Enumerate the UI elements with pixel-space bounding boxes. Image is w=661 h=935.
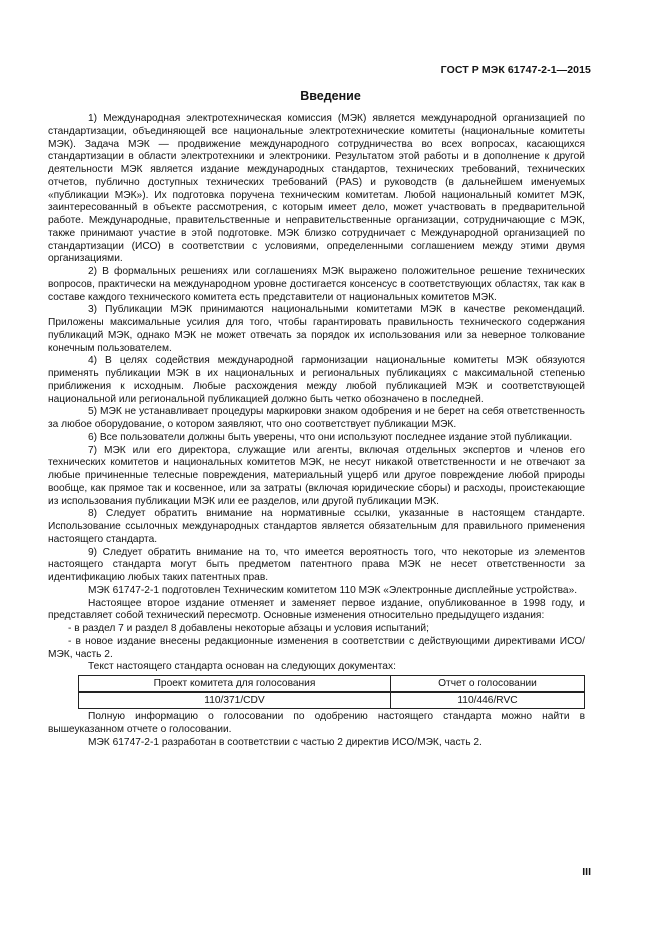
paragraph-1: 1) Международная электротехническая комиссия (МЭК) является международной организацией по стандартизации, объединяющей все национальные электротехнические комитеты (национальные комитеты МЭК). Задача МЭК — продвижение международного сотрудничества во всех вопросах, касающихся стандартизации в области электротехники и электроники. Результатом этой работы и в дополнение к другой деятельности МЭК является издание международных стандартов, технических требований, технических отчетов, публично доступных технических требований (PAS) и руководств (в дальнейшем именуемых «публикации МЭК»). Их подготовка поручена техническим комитетам. Любой национальный комитет МЭК, заинтересованный в объекте рассмотрения, с которым имеет дело, может участвовать в предварительной работе. Международные, правительственные и неправительственные организации, сотрудничающие с МЭК, также принимают участие в этой подготовке. МЭК близко сотрудничает с Международной организацией по стандартизации (ИСО) в соответствии с условиями, определенными соглашением между этими двумя организациями. [48, 113, 585, 265]
changes-list-item: - в раздел 7 и раздел 8 добавлены некоторые абзацы и условия испытаний; [68, 623, 429, 634]
paragraph-2: 2) В формальных решениях или соглашениях МЭК выражено положительное решение технических вопросов, практически на международном уровне достигается консенсус в соответствующих областях, так как в составе каждого технического комитета есть представители от национальных комитетов МЭК. [48, 266, 585, 303]
changes-list-item: - в новое издание внесены редакционные изменения в соответствии с действующими директивами ИСО/МЭК, часть 2. [48, 635, 585, 660]
paragraph-8: 8) Следует обратить внимание на нормативные ссылки, указанные в настоящем стандарте. Использование ссылочных международных стандартов является обязательным для правильного применения настоящего стандарта. [48, 508, 585, 545]
paragraph-6: 6) Все пользователи должны быть уверены, что они используют последнее издание этой публикации. [88, 431, 573, 443]
paragraph-tc110: МЭК 61747-2-1 подготовлен Техническим комитетом 110 МЭК «Электронные дисплейные устройства». [88, 584, 578, 596]
body-text [48, 113, 585, 749]
paragraph-7: 7) МЭК или его директора, служащие или агенты, включая отдельных экспертов и членов его технических комитетов и национальных комитетов МЭК, не несут никакой ответственности и не отвечают за любые причиненные телесные повреждения, материальный ущерб или другое повреждение любой природы вообще, как прямое так и косвенное, или за затраты (включая юридические сборы) и расходы, проистекающие из использования публикации МЭК или ее разделов, или другой публикации МЭК. [48, 444, 585, 507]
paragraph-directives: МЭК 61747-2-1 разработан в соответствии с частью 2 директив ИСО/МЭК, часть 2. [88, 736, 482, 748]
table-intro: Текст настоящего стандарта основан на следующих документах: [88, 661, 396, 673]
paragraph-4: 4) В целях содействия международной гармонизации национальные комитеты МЭК обязуются применять публикации МЭК в их национальных и региональных публикациях с максимальной степенью приближения к исходным. Любые расхождения между любой публикацией МЭК и соответствующей национальной или региональной публикацией должно быть четко обозначено в последней. [48, 355, 585, 405]
table-row [79, 692, 585, 709]
column-header-cdv: Проект комитета для голосования [79, 676, 391, 693]
paragraph-9: 9) Следует обратить внимание на то, что имеется вероятность того, что некоторые из элементов настоящего стандарта могут быть предметом патентного права МЭК не несет ответственности за идентификацию любых таких патентных прав. [48, 546, 585, 583]
column-header-rvc: Отчет о голосовании [390, 676, 584, 693]
standard-code: ГОСТ Р МЭК 61747-2-1—2015 [440, 64, 591, 76]
table-header-row [79, 676, 585, 693]
table-cell-cdv: 110/371/CDV [79, 692, 391, 709]
paragraph-5: 5) МЭК не устанавливает процедуры маркировки знаком одобрения и не берет на себя ответственность за любое оборудование, о котором заявляют, что оно соответствует публикации МЭК. [48, 406, 585, 430]
paragraph-edition: Настоящее второе издание отменяет и заменяет первое издание, опубликованное в 1998 году, и представляет собой технический пересмотр. Основные изменения относительно предыдущего издания: [48, 597, 585, 622]
table-cell-rvc: 110/446/RVC [390, 692, 584, 709]
page-number: III [582, 866, 591, 878]
paragraph-3: 3) Публикации МЭК принимаются национальными комитетами МЭК в качестве рекомендаций. Приложены максимальные усилия для того, чтобы гарантировать правильность технического содержания публикаций МЭК, однако МЭК не может отвечать за порядок их использования или за неверное толкование конечным пользователем. [48, 304, 585, 354]
paragraph-voting-info: Полную информацию о голосовании по одобрению настоящего стандарта можно найти в вышеуказанном отчете о голосовании. [48, 711, 585, 735]
page-title: Введение [300, 89, 361, 103]
documents-table [78, 675, 585, 709]
